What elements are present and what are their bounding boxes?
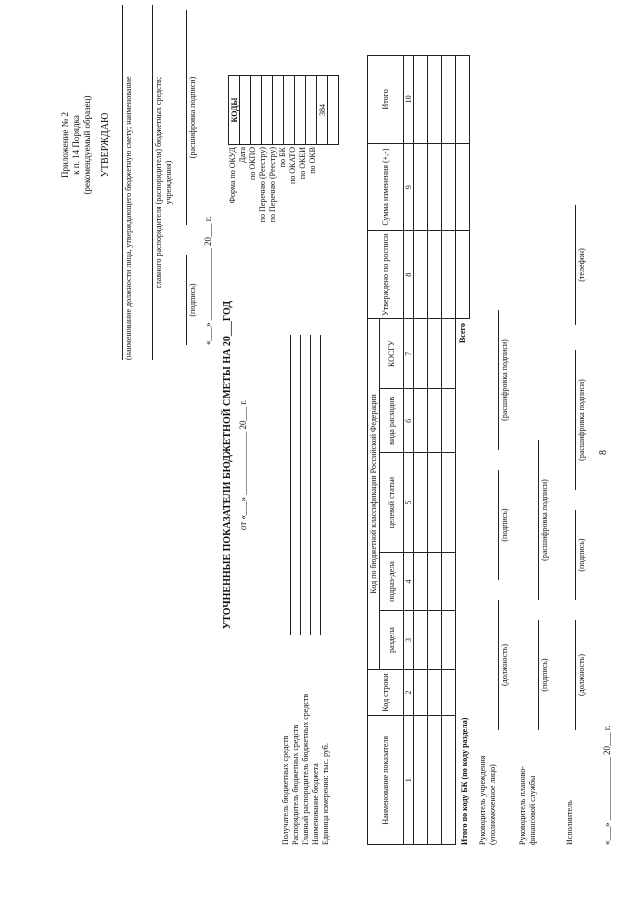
cell[interactable]	[414, 231, 428, 319]
position-caption: (наименование должности лица, утверждающего бюджетную смету; наименование	[124, 76, 133, 360]
code-okei[interactable]: 384	[317, 76, 328, 145]
main-distributor-line	[310, 335, 311, 635]
finance-decoding-line	[538, 440, 539, 600]
appendix-line-1: Приложение № 2	[60, 112, 70, 178]
label-registry-1: по Перечню (Реестру)	[258, 147, 267, 223]
label-date: Дата	[238, 147, 247, 163]
page-number: 8	[598, 450, 609, 455]
label-okato: по ОКАТО	[288, 147, 297, 185]
cell[interactable]	[414, 143, 428, 231]
executor-signature-line	[575, 510, 576, 600]
header-kosgu: КОСГУ	[380, 319, 404, 389]
cell[interactable]	[442, 143, 456, 231]
cell[interactable]	[428, 389, 442, 453]
label-unit: Единица измерения: тыс. руб.	[321, 743, 330, 845]
position-line	[122, 5, 123, 360]
label-bk: по БК	[278, 147, 287, 168]
cell[interactable]	[442, 552, 456, 610]
header-row-code: Код строки	[368, 669, 404, 716]
head-label-2: (уполномоченное лицо)	[488, 764, 497, 845]
codes-header: КОДЫ	[229, 76, 240, 145]
form-date: от «___» ______________ 20___ г.	[238, 399, 248, 531]
column-number: 9	[404, 143, 414, 231]
finance-signature-line	[538, 620, 539, 730]
column-number: 5	[404, 453, 414, 552]
cell[interactable]	[428, 143, 442, 231]
cell[interactable]	[428, 231, 442, 319]
label-main-distributor: Главный распорядитель бюджетных средств	[301, 693, 310, 845]
code-okato[interactable]	[306, 76, 317, 145]
approve-decoding-caption: (расшифровка подписи)	[188, 76, 197, 159]
header-expense: вида расходов	[380, 389, 404, 453]
header-total: Итого	[368, 56, 404, 144]
cell[interactable]	[414, 552, 428, 610]
cell[interactable]	[428, 669, 442, 716]
code-registry-2[interactable]	[284, 76, 295, 145]
cell[interactable]	[414, 716, 428, 845]
head-position-caption: (должность)	[500, 644, 509, 686]
budget-name-line	[320, 335, 321, 635]
executor-signature-caption: (подпись)	[577, 538, 586, 572]
code-bk[interactable]	[295, 76, 306, 145]
code-okpo[interactable]	[262, 76, 273, 145]
form-right-labels	[228, 147, 318, 265]
cell[interactable]	[456, 56, 470, 144]
approve-decoding-line	[186, 10, 187, 225]
form-title: УТОЧНЕННЫЕ ПОКАЗАТЕЛИ БЮДЖЕТНОЙ СМЕТЫ НА 20___ГОД	[222, 300, 233, 630]
cell[interactable]	[456, 231, 470, 319]
label-okud: Форма по ОКУД	[228, 147, 237, 204]
code-registry-1[interactable]	[273, 76, 284, 145]
label-okpo: по ОКПО	[248, 147, 257, 180]
label-distributor: Распорядитель бюджетных средств	[291, 724, 300, 845]
cell[interactable]	[414, 389, 428, 453]
section-total-label: Итого по коду БК (по коду раздела)	[460, 717, 469, 845]
label-okei: по ОКЕИ	[298, 147, 307, 180]
header-section: раздела	[380, 611, 404, 669]
column-number: 7	[404, 319, 414, 389]
finance-label-1: Руководитель планово-	[518, 766, 527, 845]
cell[interactable]	[428, 611, 442, 669]
head-decoding-caption: (расшифровка подписи)	[500, 339, 509, 421]
signature-date: «___» ______________ 20___ г.	[602, 725, 612, 845]
approve-signature-line	[186, 255, 187, 345]
executor-position-caption: (должность)	[577, 654, 586, 696]
cell[interactable]	[428, 453, 442, 552]
total-label: Всего	[456, 319, 470, 845]
approve-date: «___» ________________ 20___ г.	[203, 216, 213, 345]
column-number: 3	[404, 611, 414, 669]
head-label	[478, 756, 498, 845]
recipient-line	[290, 335, 291, 635]
cell[interactable]	[428, 716, 442, 845]
codes-table	[228, 75, 339, 145]
executor-decoding-line	[575, 350, 576, 490]
label-recipient: Получатель бюджетных средств	[281, 735, 290, 845]
cell[interactable]	[414, 319, 428, 389]
column-number: 1	[404, 716, 414, 845]
finance-label	[518, 766, 538, 845]
approve-title: УТВЕРЖДАЮ	[100, 112, 111, 178]
label-registry-2: по Перечню (Реестру)	[268, 147, 277, 223]
cell[interactable]	[442, 453, 456, 552]
head-signature-line	[498, 470, 499, 580]
appendix-line-3: (рекомендуемый образец)	[82, 95, 92, 195]
table-row	[414, 56, 428, 845]
label-budget-name: Наименование бюджета	[311, 763, 320, 845]
header-change: Сумма изменения (+,-)	[368, 143, 404, 231]
indicators-table	[367, 55, 470, 845]
executor-phone-caption: (телефон)	[577, 248, 586, 282]
header-subsection: подраз-дела	[380, 552, 404, 610]
form-left-labels	[281, 694, 331, 845]
appendix-note	[60, 85, 93, 205]
executor-position-line	[575, 620, 576, 730]
code-okv[interactable]	[328, 76, 339, 145]
header-indicator-name: Наименование показателя	[368, 716, 404, 845]
cell[interactable]	[442, 231, 456, 319]
finance-decoding-caption: (расшифровка подписи)	[540, 479, 549, 561]
table-row	[442, 56, 456, 845]
approve-signature-caption: (подпись)	[188, 283, 197, 317]
cell[interactable]	[428, 319, 442, 389]
head-label-1: Руководитель учреждения	[478, 755, 487, 845]
cell[interactable]	[442, 389, 456, 453]
header-bk-group: Код по бюджетной классификации Российской Федерации	[368, 319, 380, 670]
org-caption-2: учреждения)	[164, 160, 173, 205]
head-position-line	[498, 600, 499, 730]
cell[interactable]	[428, 552, 442, 610]
finance-signature-caption: (подпись)	[540, 658, 549, 692]
column-numbers-row	[404, 56, 414, 845]
cell[interactable]	[428, 56, 442, 144]
head-signature-caption: (подпись)	[500, 508, 509, 542]
cell[interactable]	[442, 611, 456, 669]
head-decoding-line	[498, 310, 499, 450]
column-number: 8	[404, 231, 414, 319]
code-okud[interactable]	[240, 76, 251, 145]
appendix-line-2: к п. 14 Порядка	[71, 115, 81, 175]
cell[interactable]	[442, 716, 456, 845]
cell[interactable]	[414, 611, 428, 669]
cell[interactable]	[442, 669, 456, 716]
distributor-line	[300, 335, 301, 635]
column-number: 4	[404, 552, 414, 610]
cell[interactable]	[442, 56, 456, 144]
cell[interactable]	[414, 56, 428, 144]
cell[interactable]	[442, 319, 456, 389]
org-caption-1: главного распорядителя (распорядителя) бюджетных средств;	[154, 76, 163, 289]
header-approved: Утверждено по росписи	[368, 231, 404, 319]
executor-phone-line	[575, 205, 576, 325]
code-date[interactable]	[251, 76, 262, 145]
executor-label: Исполнитель	[565, 800, 574, 845]
cell[interactable]	[414, 669, 428, 716]
org-line	[152, 5, 153, 360]
column-number: 10	[404, 56, 414, 144]
executor-decoding-caption: (расшифровка подписи)	[577, 379, 586, 461]
column-number: 6	[404, 389, 414, 453]
cell[interactable]	[414, 453, 428, 552]
cell[interactable]	[456, 143, 470, 231]
label-okv: по ОКВ	[308, 147, 317, 174]
table-row	[428, 56, 442, 845]
finance-label-2: финансовой службы	[528, 775, 537, 845]
header-target: целевой статьи	[380, 453, 404, 552]
column-number: 2	[404, 669, 414, 716]
